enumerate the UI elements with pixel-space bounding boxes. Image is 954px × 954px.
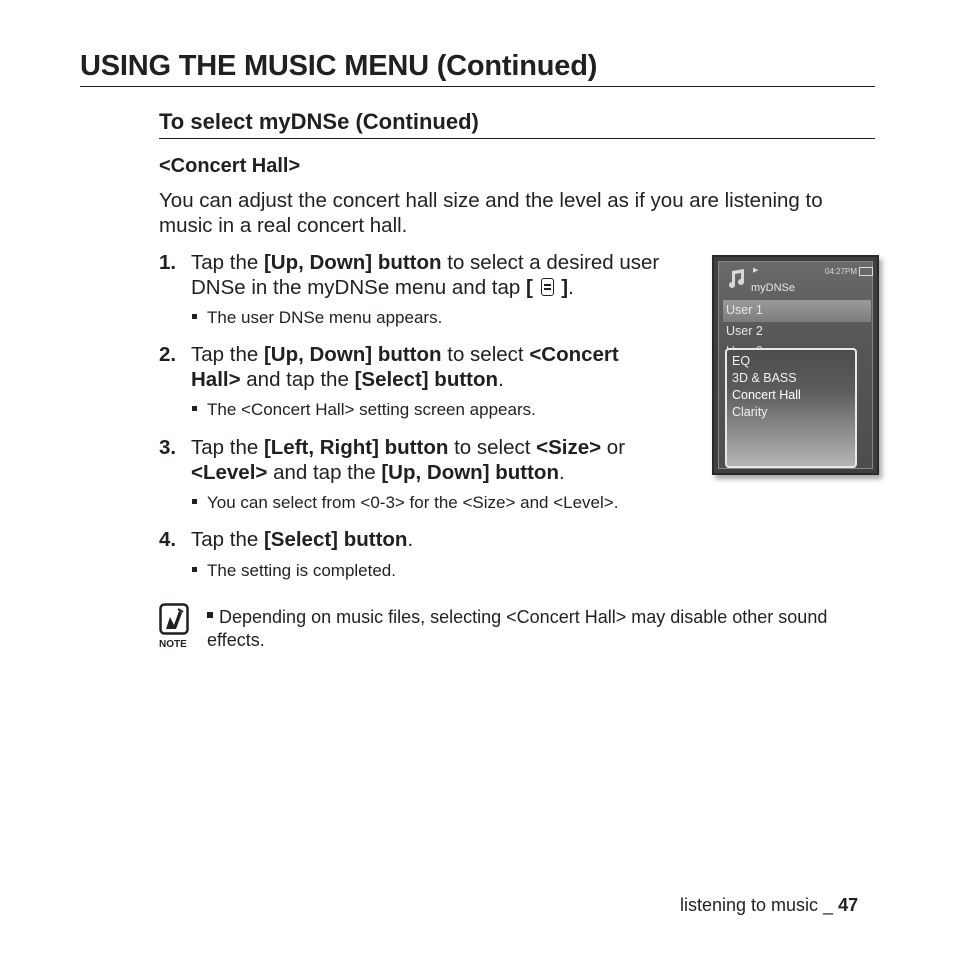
screen-title: myDNSe <box>751 282 796 294</box>
page-footer <box>680 895 858 916</box>
step-number: 1. <box>159 251 177 274</box>
clock-time: 04:27PM <box>825 267 858 276</box>
section-title: To select myDNSe (Continued) <box>159 109 479 134</box>
dnse-popup-menu <box>725 348 857 468</box>
note-icon <box>159 603 189 635</box>
step-number: 4. <box>159 528 177 551</box>
intro-text: You can adjust the concert hall size and the level as if you are listening to music in a real concert hall. <box>159 189 823 237</box>
list-item[interactable]: User 1 <box>726 303 763 317</box>
step-4-result: The setting is completed. <box>192 561 396 581</box>
step-text: Tap the [Select] button. <box>191 528 414 551</box>
footer-section: listening to music _ <box>680 895 839 915</box>
step-3-result: You can select from <0-3> for the <Size> and <Level>. <box>192 493 618 513</box>
section-rule <box>159 138 875 139</box>
play-indicator-icon: ▶ <box>753 267 759 274</box>
note-text: Depending on music files, selecting <Concert Hall> may disable other sound effects. <box>207 607 828 650</box>
step-3 <box>159 435 679 487</box>
step-text: Tap the [Left, Right] button to select <Size> or <Level> and tap the [Up, Down] button. <box>191 436 626 484</box>
step-number: 3. <box>159 436 177 459</box>
popup-item-eq[interactable]: EQ <box>732 354 751 368</box>
step-4 <box>159 527 679 553</box>
step-text: Tap the [Up, Down] button to select a desired user DNSe in the myDNSe menu and tap [ ]. <box>191 251 660 299</box>
step-1 <box>159 250 679 302</box>
battery-icon <box>859 267 873 276</box>
subsection-title: <Concert Hall> <box>159 155 301 177</box>
step-1-result: The user DNSe menu appears. <box>192 308 442 328</box>
step-2-result: The <Concert Hall> setting screen appears. <box>192 400 536 420</box>
step-text: Tap the [Up, Down] button to select <Concert Hall> and tap the [Select] button. <box>191 343 619 391</box>
note-label: NOTE <box>159 639 187 650</box>
screen-display <box>718 261 873 469</box>
device-screen <box>712 255 879 475</box>
step-2 <box>159 342 679 394</box>
popup-item-concert-hall[interactable]: Concert Hall <box>732 388 801 402</box>
music-note-icon <box>725 268 747 290</box>
popup-item-clarity[interactable]: Clarity <box>732 405 768 419</box>
bullet-icon <box>192 406 197 411</box>
list-item[interactable]: User 2 <box>726 324 763 338</box>
bullet-icon <box>192 499 197 504</box>
bullet-icon <box>192 314 197 319</box>
bullet-icon <box>207 612 213 618</box>
bullet-icon <box>192 567 197 572</box>
popup-item-3d-bass[interactable]: 3D & BASS <box>732 371 797 385</box>
menu-button-icon <box>541 278 554 296</box>
step-number: 2. <box>159 343 177 366</box>
title-rule <box>80 86 875 87</box>
page-title: USING THE MUSIC MENU (Continued) <box>80 50 598 82</box>
page-number: 47 <box>838 895 859 915</box>
